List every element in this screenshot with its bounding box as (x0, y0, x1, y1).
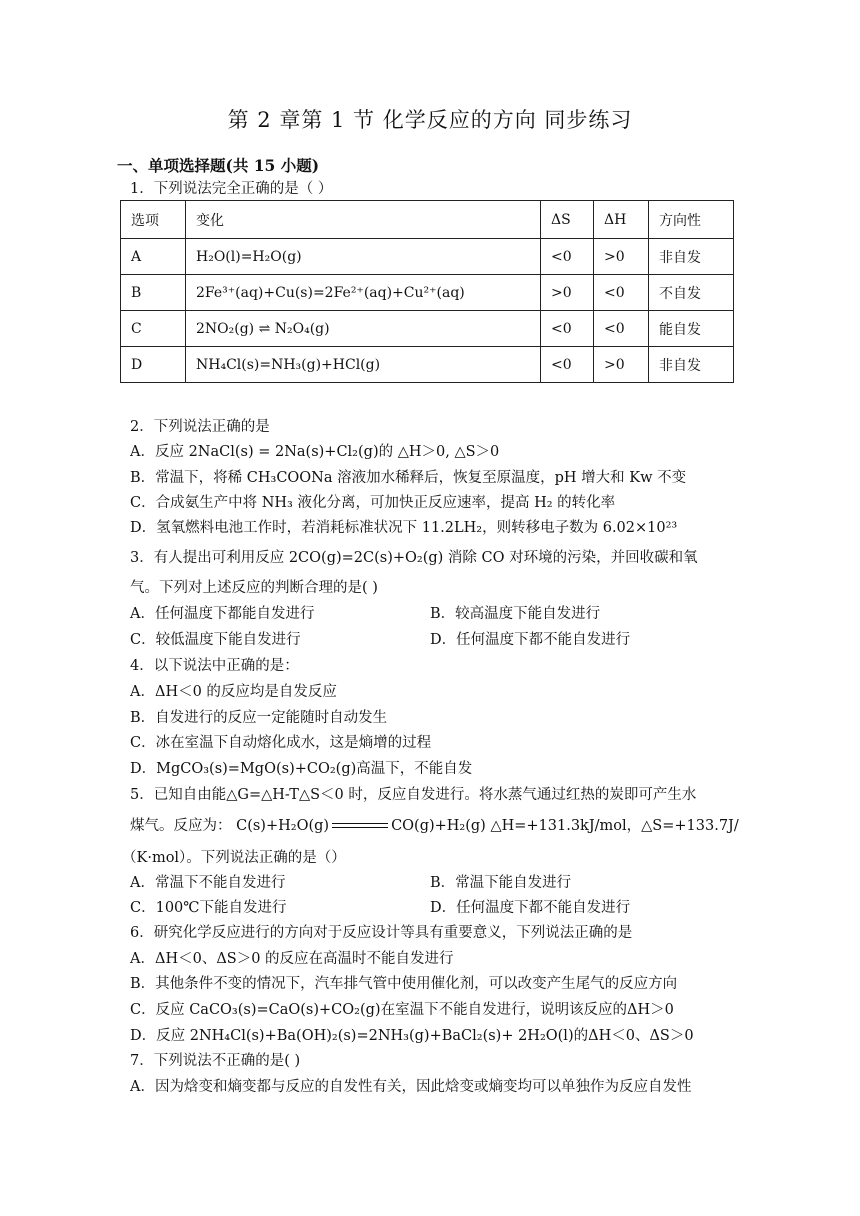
table-header: ΔS (541, 201, 594, 239)
table-cell: 不自发 (649, 275, 734, 311)
q2-stem: 2．下列说法正确的是 (130, 419, 270, 435)
table-cell: C (121, 311, 186, 347)
table-header-row (121, 201, 734, 239)
q6-option-d: D．反应 2NH₄Cl(s)+Ba(OH)₂(s)=2NH₃(g)+BaCl₂(s)+ 2H₂O(l)的ΔH＜0、ΔS＞0 (130, 1028, 694, 1044)
q5-option-d: D．任何温度下都不能自发进行 (430, 900, 631, 916)
q3-option-b: B．较高温度下能自发进行 (430, 606, 601, 622)
table-cell: NH₄Cl(s)=NH₃(g)+HCl(g) (186, 347, 541, 383)
table-cell: 能自发 (649, 311, 734, 347)
q6-option-a: A．ΔH＜0、ΔS＞0 的反应在高温时不能自发进行 (130, 951, 454, 967)
q7-stem: 7．下列说法不正确的是( ) (130, 1053, 301, 1069)
q2-option-d: D．氢氧燃料电池工作时，若消耗标准状况下 11.2LH₂，则转移电子数为 6.02×10²³ (130, 520, 678, 536)
q3-stem-continued: 气。下列对上述反应的判断合理的是( ) (130, 580, 378, 596)
q3-stem: 3．有人提出可利用反应 2CO(g)=2C(s)+O₂(g) 消除 CO 对环境的污染，并回收碳和氧 (130, 550, 698, 566)
q4-option-c: C．冰在室温下自动熔化成水，这是熵增的过程 (130, 735, 432, 751)
q5-option-b: B．常温下能自发进行 (430, 875, 572, 891)
q4-stem: 4．以下说法中正确的是： (130, 658, 299, 674)
q2-option-b: B．常温下，将稀 CH₃COONa 溶液加水稀释后，恢复至原温度，pH 增大和 Kw 不变 (130, 470, 687, 486)
table-cell: A (121, 239, 186, 275)
q4-option-b: B．自发进行的反应一定能随时自动发生 (130, 710, 388, 726)
table-cell: 2NO₂(g) ⇌ N₂O₄(g) (186, 311, 541, 347)
table-row (121, 311, 734, 347)
table-header: ΔH (594, 201, 649, 239)
table-cell: >0 (594, 239, 649, 275)
q1-stem: 1．下列说法完全正确的是（ ） (130, 181, 333, 197)
q3-option-c: C．较低温度下能自发进行 (130, 632, 301, 648)
table-cell: <0 (594, 311, 649, 347)
table-cell: <0 (541, 347, 594, 383)
table-cell: <0 (594, 275, 649, 311)
table-row (121, 275, 734, 311)
table-cell: <0 (541, 239, 594, 275)
q1-table (120, 200, 734, 383)
table-row (121, 347, 734, 383)
q5-stem: 5．已知自由能△G=△H-T△S＜0 时，反应自发进行。将水蒸气通过红热的炭即可产生水 (130, 787, 697, 803)
table-cell: H₂O(l)=H₂O(g) (186, 239, 541, 275)
section-heading: 一、单项选择题(共 15 小题) (117, 156, 320, 175)
table-header: 变化 (186, 201, 541, 239)
q2-option-a: A．反应 2NaCl(s) = 2Na(s)+Cl₂(g)的 △H＞0, △S＞0 (130, 444, 500, 460)
table-header: 选项 (121, 201, 186, 239)
q5-option-a: A．常温下不能自发进行 (130, 875, 286, 891)
table-row (121, 239, 734, 275)
table-cell: <0 (541, 311, 594, 347)
q5-reaction-right: CO(g)+H₂(g) △H=+131.3kJ/mol，△S=+133.7J/ (391, 818, 739, 834)
equilibrium-arrow-icon (332, 821, 388, 831)
q4-option-a: A．ΔH＜0 的反应均是自发反应 (130, 684, 337, 700)
table-cell: >0 (541, 275, 594, 311)
q6-option-c: C．反应 CaCO₃(s)=CaO(s)+CO₂(g)在室温下不能自发进行，说明该反应的ΔH＞0 (130, 1002, 674, 1018)
q7-option-a: A．因为焓变和熵变都与反应的自发性有关，因此焓变或熵变均可以单独作为反应自发性 (130, 1079, 692, 1095)
table-cell: B (121, 275, 186, 311)
q5-option-c: C．100℃下能自发进行 (130, 900, 287, 916)
table-cell: 非自发 (649, 347, 734, 383)
q2-option-c: C．合成氨生产中将 NH₃ 液化分离，可加快正反应速率，提高 H₂ 的转化率 (130, 495, 616, 511)
q5-stem-continued: （K·mol）。下列说法正确的是（） (122, 850, 346, 866)
q6-stem: 6．研究化学反应进行的方向对于反应设计等具有重要意义，下列说法正确的是 (130, 925, 633, 941)
q3-option-d: D．任何温度下都不能自发进行 (430, 632, 631, 648)
table-cell: 2Fe³⁺(aq)+Cu(s)=2Fe²⁺(aq)+Cu²⁺(aq) (186, 275, 541, 311)
q5-reaction-line (130, 814, 739, 835)
q3-option-a: A．任何温度下都能自发进行 (130, 606, 315, 622)
q6-option-b: B．其他条件不变的情况下，汽车排气管中使用催化剂，可以改变产生尾气的反应方向 (130, 976, 678, 992)
table-cell: >0 (594, 347, 649, 383)
table-cell: D (121, 347, 186, 383)
q5-reaction-left: 煤气。反应为： C(s)+H₂O(g) (130, 818, 330, 834)
q4-option-d: D．MgCO₃(s)=MgO(s)+CO₂(g)高温下，不能自发 (130, 761, 473, 777)
document-title: 第 2 章第 1 节 化学反应的方向 同步练习 (227, 108, 633, 132)
table-cell: 非自发 (649, 239, 734, 275)
table-header: 方向性 (649, 201, 734, 239)
